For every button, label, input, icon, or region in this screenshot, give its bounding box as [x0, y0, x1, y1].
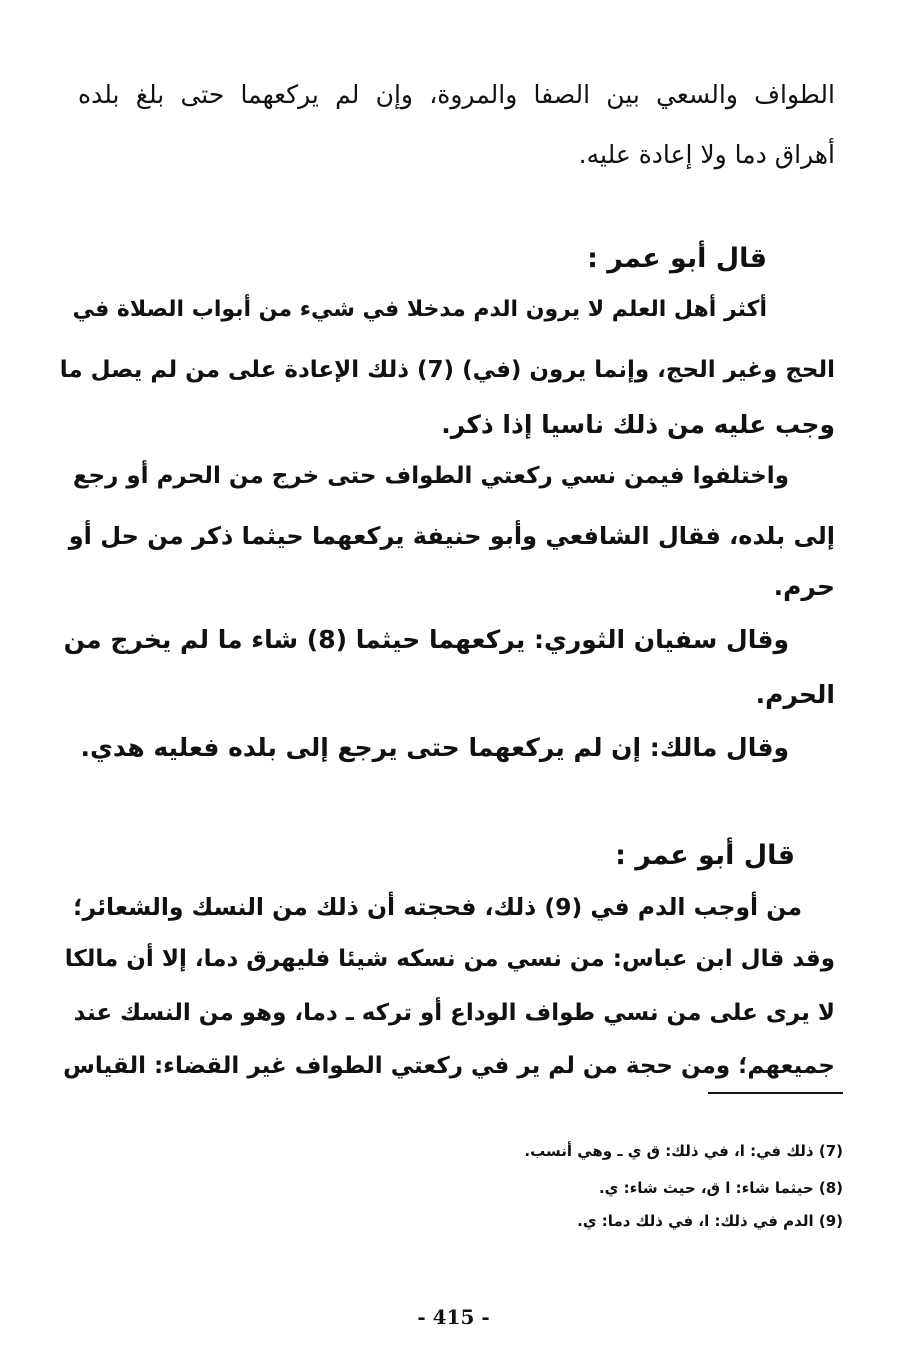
text-line-15: وقد قال ابن عباس: من نسي من نسكه شيئا فليهرق دما، إلا أن مالكا — [64, 946, 835, 972]
text-line-11: الحرم. — [755, 680, 835, 709]
text-line-10: وقال سفيان الثوري: يركعهما حيثما (8) شاء ما لم يخرج من — [63, 625, 789, 654]
text-line-12: وقال مالك: إن لم يركعهما حتى يرجع إلى بلده فعليه هدي. — [80, 733, 789, 762]
text-line-17: جميعهم؛ ومن حجة من لم ير في ركعتي الطواف غير القضاء: القياس — [63, 1053, 835, 1079]
text-line-4: أكثر أهل العلم لا يرون الدم مدخلا في شيء من أبواب الصلاة في — [72, 297, 767, 322]
footnote-separator — [708, 1092, 843, 1094]
footnote-7: (7) ذلك في: ا، في ذلك: ق ي ـ وهي أنسب. — [524, 1142, 843, 1160]
section-heading-1: قال أبو عمر : — [587, 243, 767, 274]
section-heading-2: قال أبو عمر : — [615, 840, 795, 871]
text-line-9: حرم. — [773, 572, 835, 601]
text-line-16: لا يرى على من نسي طواف الوداع أو تركه ـ دما، وهو من النسك عند — [73, 1000, 835, 1026]
text-line-1: الطواف والسعي بين الصفا والمروة، وإن لم يركعهما حتى بلغ بلده — [78, 80, 835, 109]
text-line-8: إلى بلده، فقال الشافعي وأبو حنيفة يركعهما حيثما ذكر من حل أو — [68, 522, 835, 550]
text-line-2: أهراق دما ولا إعادة عليه. — [578, 140, 835, 169]
footnote-8: (8) حيثما شاء: ا ق، حيث شاء: ي. — [598, 1179, 843, 1197]
text-line-14: من أوجب الدم في (9) ذلك، فحجته أن ذلك من النسك والشعائر؛ — [73, 893, 802, 921]
text-line-6: وجب عليه من ذلك ناسيا إذا ذكر. — [441, 410, 835, 439]
footnote-9: (9) الدم في ذلك: ا، في ذلك دما: ي. — [577, 1212, 843, 1230]
text-line-5: الحج وغير الحج، وإنما يرون (في) (7) ذلك الإعادة على من لم يصل ما — [59, 357, 835, 383]
page-number: - 415 - — [417, 1305, 490, 1329]
text-line-7: واختلفوا فيمن نسي ركعتي الطواف حتى خرج من الحرم أو رجع — [72, 463, 789, 489]
